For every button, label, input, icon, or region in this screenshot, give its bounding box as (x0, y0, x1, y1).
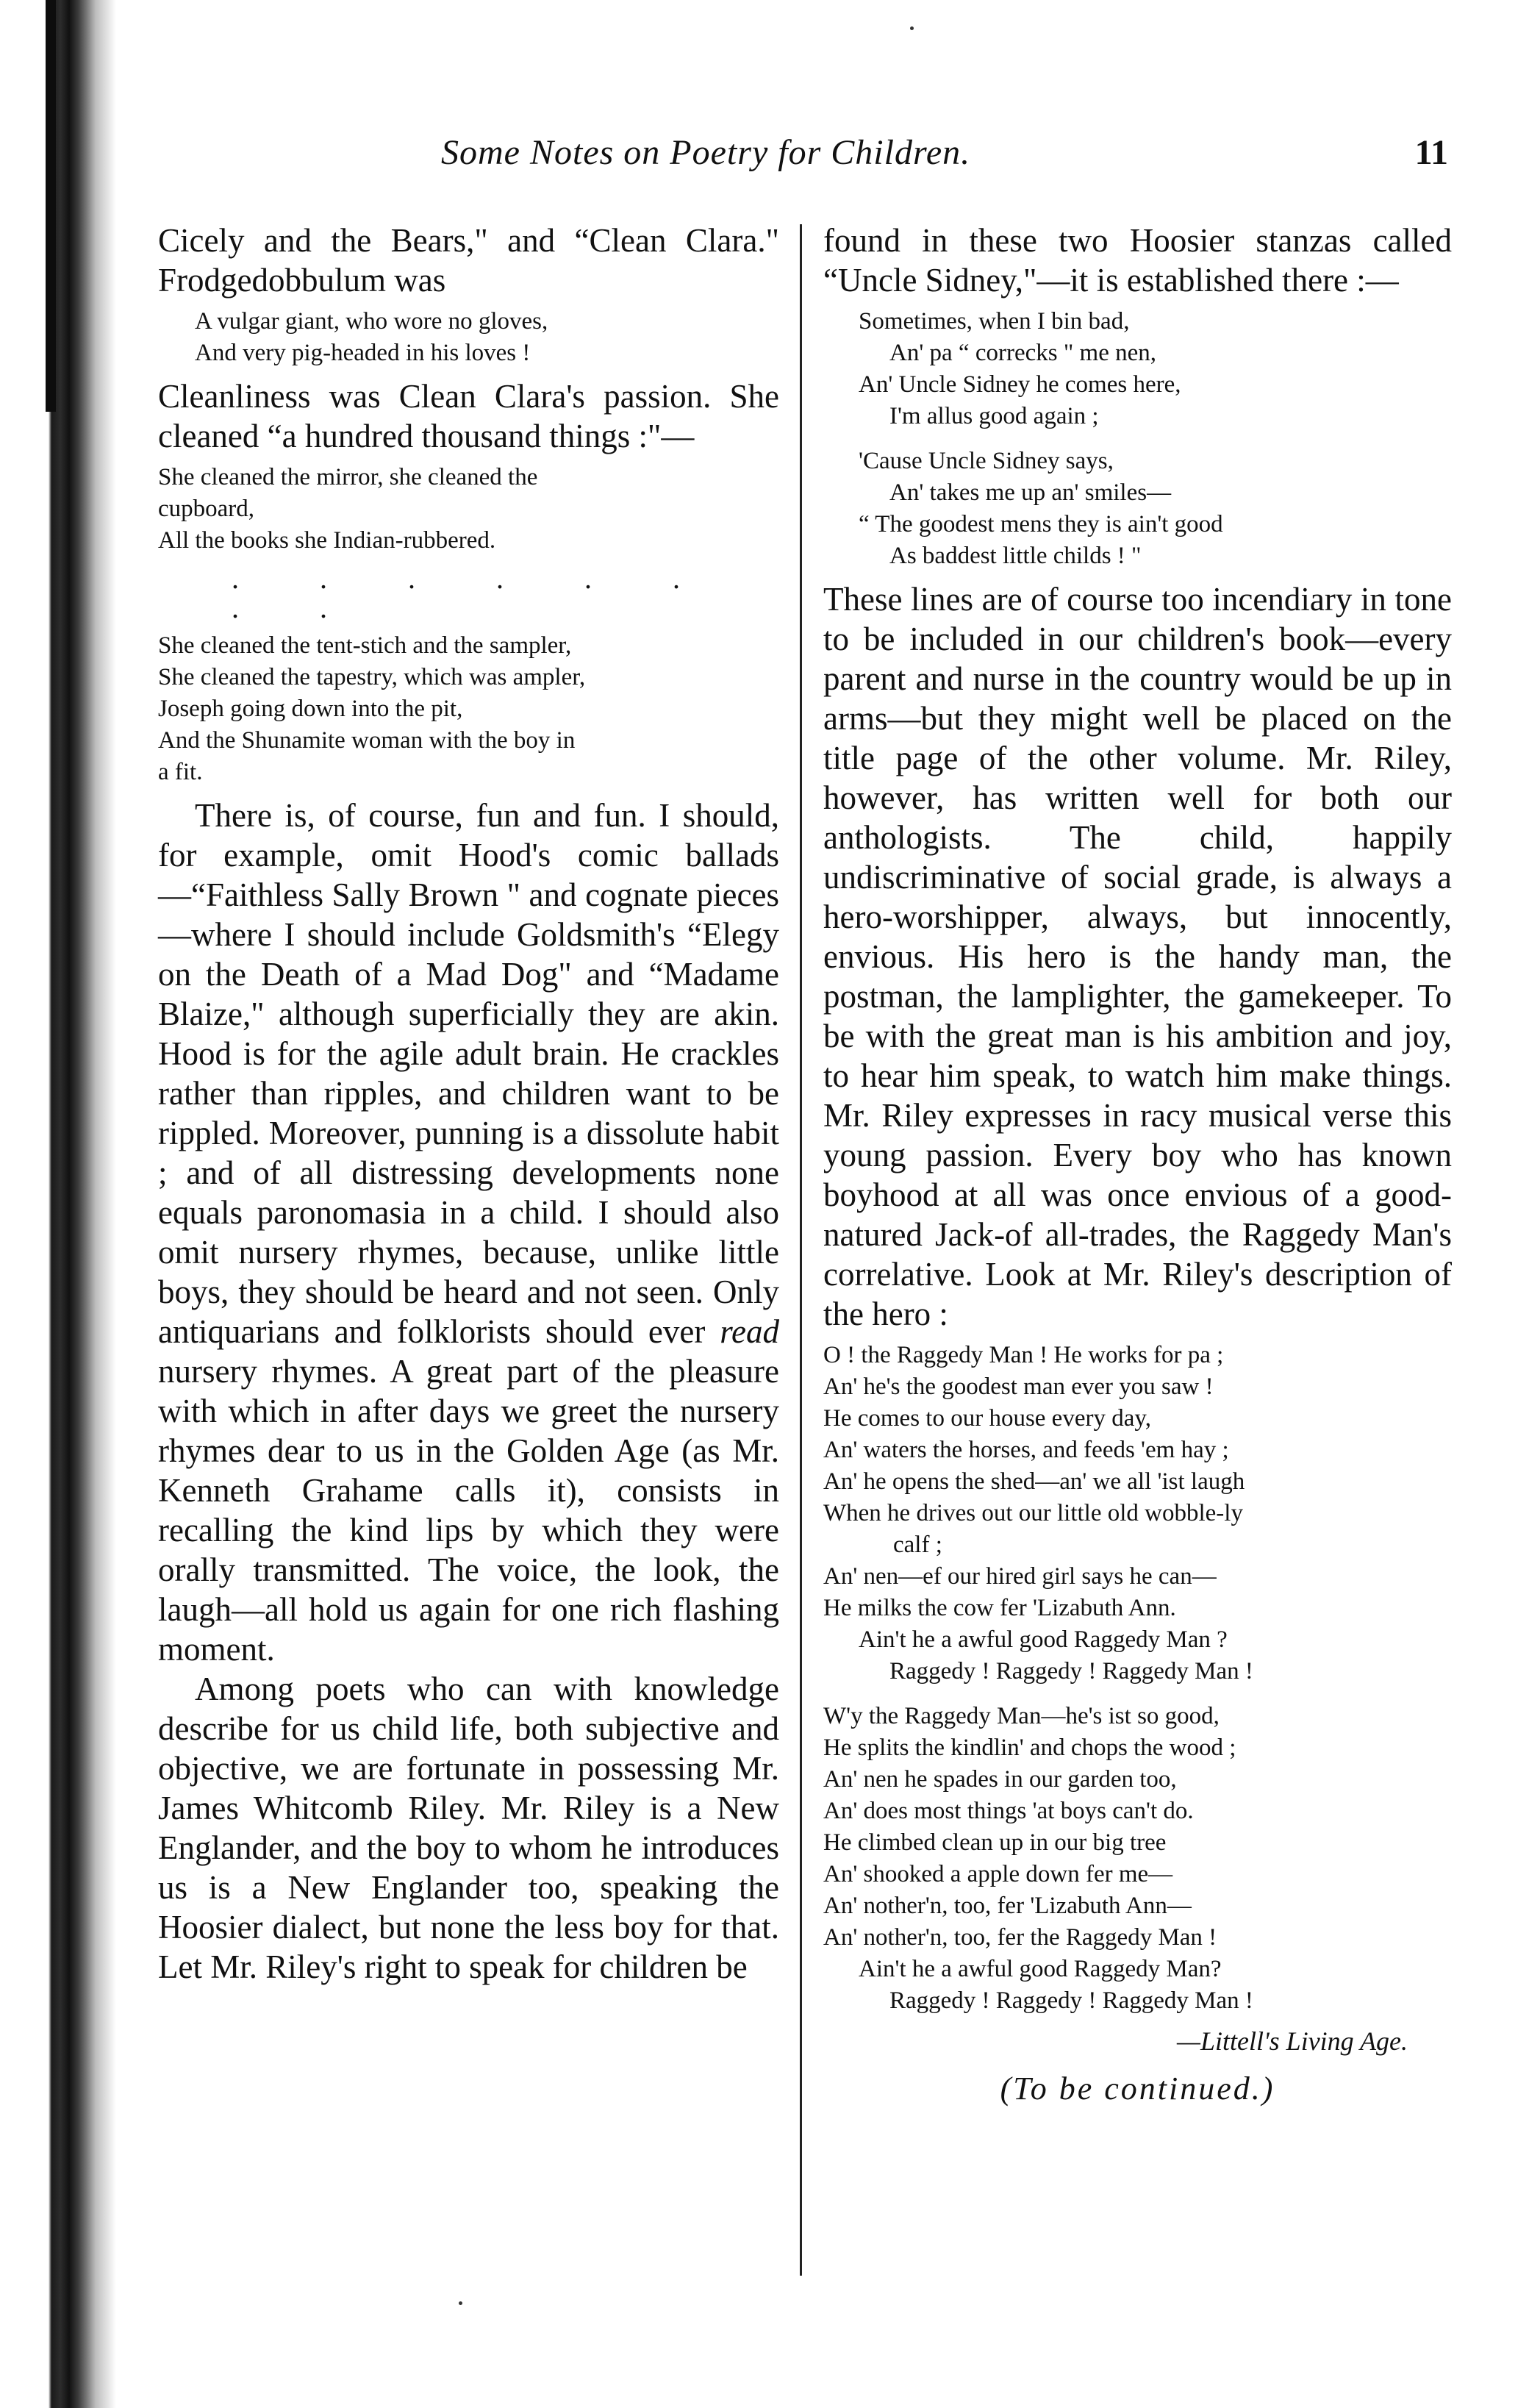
continued-notice: (To be continued.) (1000, 2071, 1275, 2107)
verse-line: An' shooked a apple down fer me— (823, 1861, 1173, 1887)
left-column (158, 221, 779, 1987)
emphasis-text: read (720, 1313, 780, 1350)
verse-line: O ! the Raggedy Man ! He works for pa ; (823, 1342, 1224, 1368)
paragraph: Cicely and the Bears," and “Clean Clara." Frodgedobbulum was (158, 222, 779, 299)
paragraph (158, 796, 779, 1669)
verse-line: Sometimes, when I bin bad, (859, 308, 1130, 335)
verse-line: A vulgar giant, who wore no gloves, (195, 308, 548, 335)
verse-block (158, 306, 779, 369)
paragraph: These lines are of course too incendiary in tone to be included in our children's book—every parent and nurse in the country would be up in arms—but they might well be placed on the title page of the other volume. Mr. Riley, however, has written well for both our anthologists. The child, happily undiscriminative of social grade, is always a hero-worshipper, always, but innocently, envious. His hero is the handy man, the postman, the lamplighter, the gamekeeper. To be with the great man is his ambition and joy, to hear him speak, to watch him make things. Mr. Riley expresses in racy musical verse this young passion. Every boy who has known boyhood at all was once envious of a good-natured Jack-of all-trades, the Raggedy Man's correlative. Look at Mr. Riley's description of the hero : (823, 581, 1452, 1332)
paragraph: Among poets who can with knowledge describe for us child life, both subjective and objective, we are fortunate in possessing Mr. James Whitcomb Riley. Mr. Riley is a New Englander, and the boy to whom he introduces us is a New Englander too, speaking the Hoosier dialect, but none the less boy for that. Let Mr. Riley's right to speak for children be (158, 1671, 779, 1985)
verse-line: As baddest little childs ! " (889, 543, 1142, 569)
verse-line: 'Cause Uncle Sidney says, (859, 448, 1114, 474)
right-column (823, 221, 1452, 2111)
page-speck (910, 26, 914, 30)
verse-line: An' waters the horses, and feeds 'em hay ; (823, 1437, 1229, 1463)
verse-line: He splits the kindlin' and chops the wood ; (823, 1734, 1236, 1761)
verse-line: And very pig-headed in his loves ! (195, 340, 531, 366)
verse-line: An' he's the goodest man ever you saw ! (823, 1373, 1214, 1400)
verse-line: Ain't he a awful good Raggedy Man ? (859, 1626, 1228, 1653)
verse-line: Ain't he a awful good Raggedy Man? (859, 1956, 1222, 1982)
verse-line: She cleaned the tent-stich and the sampler, (158, 632, 572, 659)
stanza-gap (823, 1687, 1452, 1701)
verse-line: An' nother'n, too, fer the Raggedy Man ! (823, 1924, 1217, 1951)
verse-line: And the Shunamite woman with the boy in (158, 727, 576, 754)
paragraph-text: nursery rhymes. A great part of the pleasure with which in after days we greet the nursery rhymes dear to us in the Golden Age (as Mr. Kenneth Grahame calls it), consists in recalling the kind lips by which they were orally transmitted. The voice, the look, the laugh—all hold us again for one rich flashing moment. (158, 1353, 779, 1668)
verse-line: An' Uncle Sidney he comes here, (859, 371, 1181, 398)
book-spine-edge (46, 0, 56, 412)
verse-line: “ The goodest mens they is ain't good (859, 511, 1223, 537)
verse-line: An' takes me up an' smiles— (889, 479, 1172, 506)
verse-line: I'm allus good again ; (889, 403, 1099, 429)
ellipsis-dots: . . . . . . . . (232, 562, 717, 624)
verse-line: a fit. (158, 759, 203, 785)
verse-line: Raggedy ! Raggedy ! Raggedy Man ! (889, 1658, 1253, 1684)
column-divider (800, 224, 802, 2276)
verse-line: An' pa “ correcks " me nen, (889, 340, 1157, 366)
verse-line: An' he opens the shed—an' we all 'ist laugh (823, 1468, 1245, 1495)
page-number: 11 (1414, 133, 1448, 172)
verse-line: She cleaned the mirror, she cleaned the (158, 464, 538, 490)
paragraph: found in these two Hoosier stanzas called “Uncle Sidney,"—it is established there :— (823, 222, 1452, 299)
paragraph: Cleanliness was Clean Clara's passion. She cleaned “a hundred thousand things :"— (158, 378, 779, 454)
source-attribution: —Littell's Living Age. (1176, 2026, 1408, 2056)
page-speck (459, 2301, 462, 2305)
verse-line: An' nen he spades in our garden too, (823, 1766, 1177, 1793)
verse-line: He comes to our house every day, (823, 1405, 1151, 1432)
verse-line: She cleaned the tapestry, which was ampler, (158, 664, 586, 690)
verse-line: All the books she Indian-rubbered. (158, 527, 496, 554)
verse-line: cupboard, (158, 496, 255, 522)
page-header (441, 132, 1448, 191)
paragraph-text: There is, of course, fun and fun. I should, for example, omit Hood's comic ballads —“Faithless Sally Brown " and cognate pieces—where I should include Goldsmith's “Elegy on the Death of a Mad Dog" and “Madame Blaize," although superficially they are akin. Hood is for the agile adult brain. He crackles rather than ripples, and children want to be rippled. Moreover, punning is a dissolute habit ; and of all distressing developments none equals paronomasia in a child. I should also omit nursery rhymes, because, unlike little boys, they should be heard and not seen. Only antiquarians and folklorists should ever (158, 797, 779, 1350)
verse-line: When he drives out our little old wobble-ly (823, 1500, 1243, 1526)
verse-block (823, 1340, 1452, 2017)
running-head: Some Notes on Poetry for Children. (441, 133, 971, 172)
verse-line: An' nother'n, too, fer 'Lizabuth Ann— (823, 1893, 1192, 1919)
verse-block (823, 306, 1452, 572)
verse-line: W'y the Raggedy Man—he's ist so good, (823, 1703, 1220, 1729)
verse-line: An' nen—ef our hired girl says he can— (823, 1563, 1217, 1590)
verse-line: He climbed clean up in our big tree (823, 1829, 1167, 1856)
verse-line: He milks the cow fer 'Lizabuth Ann. (823, 1595, 1176, 1621)
verse-line: Raggedy ! Raggedy ! Raggedy Man ! (889, 1987, 1253, 2014)
verse-line: Joseph going down into the pit, (158, 696, 463, 722)
stanza-gap (823, 432, 1452, 446)
verse-block (158, 462, 779, 557)
verse-line: calf ; (893, 1532, 942, 1558)
verse-line: An' does most things 'at boys can't do. (823, 1798, 1194, 1824)
verse-block (158, 630, 779, 788)
